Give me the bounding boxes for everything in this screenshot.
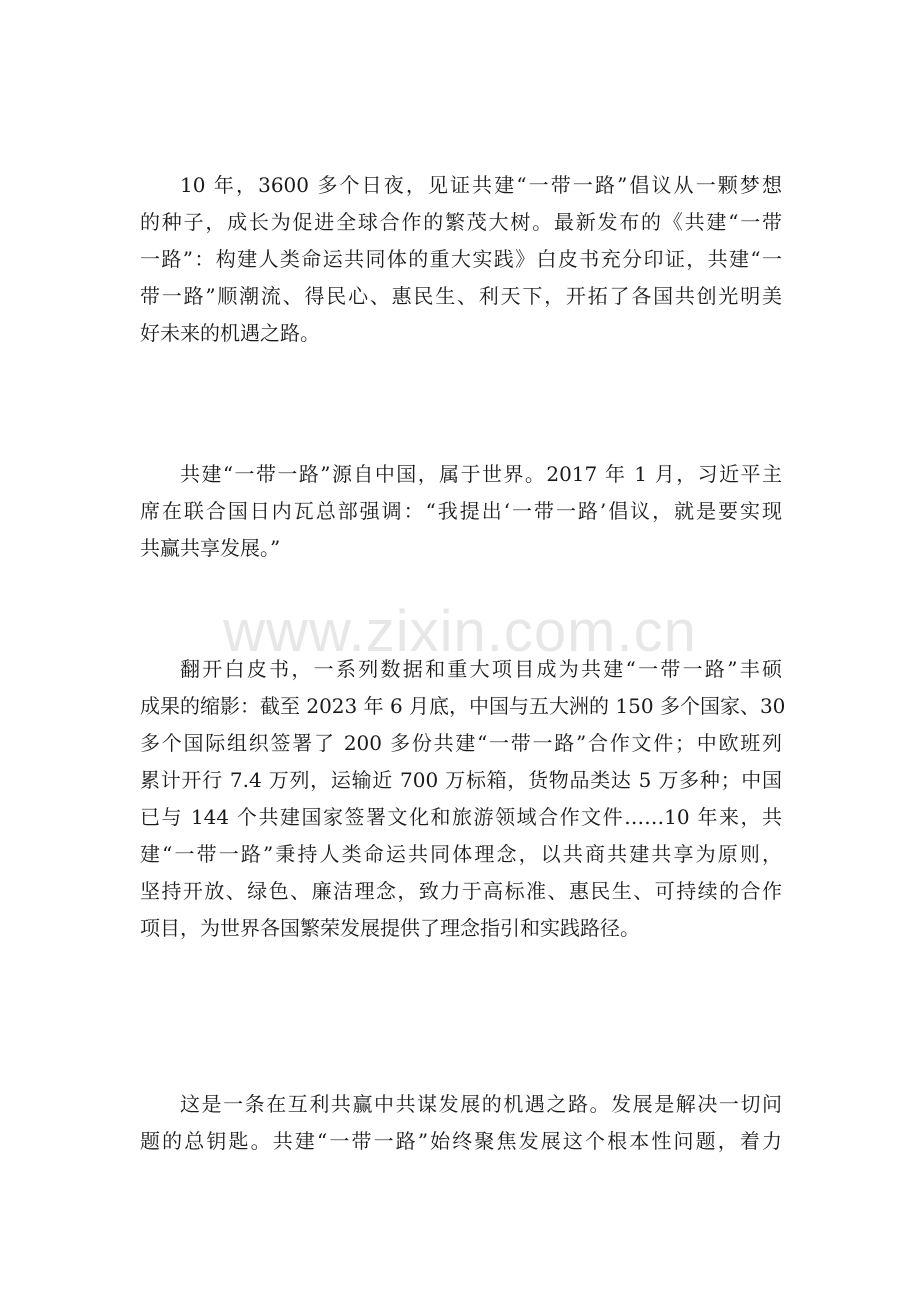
paragraph-2	[140, 456, 782, 567]
paragraph-line: 累计开行 7.4 万列，运输近 700 万标箱，货物品类达 5 万多种；中国	[140, 768, 782, 792]
paragraph-line: 席在联合国日内瓦总部强调：“我提出‘一带一路’倡议，就是要实现	[140, 499, 782, 523]
paragraph-line: 共建“一带一路”源自中国，属于世界。2017 年 1 月，习近平主	[180, 462, 782, 486]
paragraph-line: 带一路”顺潮流、得民心、惠民生、利天下，开拓了各国共创光明美	[140, 284, 782, 308]
paragraph-line: 成果的缩影：截至 2023 年 6 月底，中国与五大洲的 150 多个国家、30	[140, 694, 786, 718]
paragraph-line: 的种子，成长为促进全球合作的繁茂大树。最新发布的《共建“一带	[140, 210, 782, 234]
paragraph-line: 这是一条在互利共赢中共谋发展的机遇之路。发展是解决一切问	[180, 1092, 782, 1116]
watermark: www.zixin.com.cn	[223, 599, 697, 664]
paragraph-3	[140, 651, 786, 947]
paragraph-line: 一路”：构建人类命运共同体的重大实践》白皮书充分印证，共建“一	[140, 247, 782, 271]
paragraph-line: 翻开白皮书，一系列数据和重大项目成为共建“一带一路”丰硕	[180, 657, 782, 681]
paragraph-1	[140, 167, 782, 352]
paragraph-line: 已与 144 个共建国家签署文化和旅游领域合作文件……10 年来，共	[140, 805, 782, 829]
paragraph-line: 坚持开放、绿色、廉洁理念，致力于高标准、惠民生、可持续的合作	[140, 879, 782, 903]
paragraph-line: 多个国际组织签署了 200 多份共建“一带一路”合作文件；中欧班列	[140, 731, 782, 755]
paragraph-line: 好未来的机遇之路。	[140, 321, 320, 345]
paragraph-line: 10 年，3600 多个日夜，见证共建“一带一路”倡议从一颗梦想	[180, 173, 782, 197]
paragraph-line: 建“一带一路”秉持人类命运共同体理念，以共商共建共享为原则，	[140, 842, 782, 866]
paragraph-4	[140, 1086, 782, 1160]
paragraph-line: 共赢共享发展。”	[140, 536, 281, 560]
paragraph-line: 题的总钥匙。共建“一带一路”始终聚焦发展这个根本性问题，着力	[140, 1129, 782, 1153]
paragraph-line: 项目，为世界各国繁荣发展提供了理念指引和实践路径。	[140, 916, 640, 940]
